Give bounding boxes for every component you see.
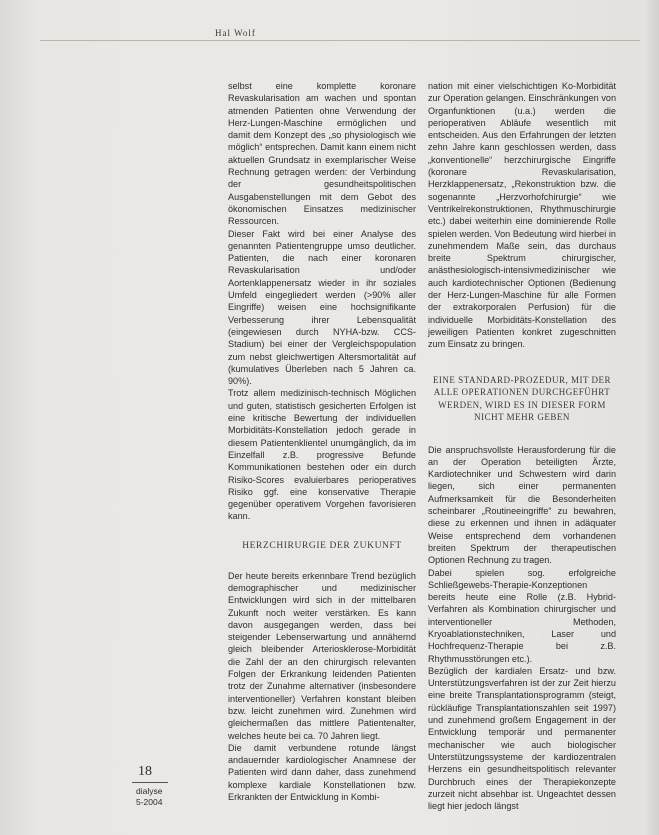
footer-issue: 5-2004 <box>136 797 163 807</box>
right-column <box>428 80 616 812</box>
footer-rule <box>132 782 168 783</box>
right-paragraph-2: Die anspruchsvollste Herausforderung für die an der Operation beteiligten Ärzte, Kardiotechniker und Schwestern wird darin liegen, sich einer permanenten Aufmerksamkeit für die Besonderheiten scheinbarer „Routineeingriffe“ zu bewahren, diese zu erkennen und ihnen in adäquater Weise entsprechend dem vorhandenen breiten Spektrum der therapeutischen Optionen Rechnung zu tragen. <box>428 444 616 566</box>
right-paragraph-1: nation mit einer vielschichtigen Ko-Morbidität zur Operation gelangen. Einschränkungen von Organfunktionen (u.a.) werden die perioperativen Abläufe wesentlich mit entscheiden. Aus den Erfahrungen der letzten zehn Jahre kann geschlossen werden, dass „konventionelle“ herzchirurgische Eingriffe (koronare Revaskularisation, Herzklappenersatz, „Rekonstruktion bzw. die sogenannte „Herzvorhofchirurgie“ wie Ventrikelrekonstruktionen, Rhythmuschirurgie etc.) dabei weiterhin eine dominierende Rolle spielen werden. Von Bedeutung wird hierbei in zunehmendem Maße sein, das durchaus breite Spektrum chirurgischer, anästhesiologisch-intensivmedizinischer wie auch kardiotechnischer Optionen (Bedienung der Herz-Lungen-Maschine für alle Formen der extrakorporalen Perfusion) für die individuelle Morbiditäts-Konstellation des jeweiligen Patienten konkret zugeschnitten zum Einsatz zu bringen. <box>428 81 616 350</box>
page-edge-shadow <box>645 0 659 835</box>
left-paragraph-4: Der heute bereits erkennbare Trend bezüglich demographischer und medizinischer Entwicklungen wird sich in der mittelbaren Zukunft noch weiter verstärken. Es kann davon ausgegangen werden, dass bei steigender Lebenserwartung und annähernd gleich bleibender Arteriosklerose-Morbidität die Zahl der an den chirurgisch relevanten Folgen der Erkrankung leidenden Patienten trotz der Zunahme alternativer (insbesondere interventioneller) Verfahren konstant bleiben bzw. leicht zunehmen wird. Zunehmen wird gleichermaßen das mittlere Patientenalter, welches heute bei ca. 70 Jahren liegt. <box>228 570 416 741</box>
header-rule <box>40 40 640 41</box>
right-paragraph-3: Dabei spielen sog. erfolgreiche Schließgewebs-Therapie-Konzeptionen bereits heute eine Rolle (z.B. Hybrid-Verfahren als Kombination chirurgischer und interventioneller Methoden, Kryoablationstechniken, Laser und Hochfrequenz-Therapie bei z.B. Rhythmusstörungen etc.). <box>428 567 616 664</box>
left-column <box>228 80 416 803</box>
left-paragraph-5: Die damit verbundene rotunde längst andauernder kardiologischer Anamnese der Patienten wird dann daher, dass zunehmend komplexe kardiale Konstellationen bzw. Erkrankten der Entwicklung in Kombi- <box>228 742 416 803</box>
left-paragraph-1: selbst eine komplette koronare Revaskularisation am wachen und spontan atmenden Patienten ohne Verwendung der Herz-Lungen-Maschine ermöglichen und damit dem Konzept des „so physiologisch wie möglich“ entsprechen. Damit kann einem nicht aktuellen Grundsatz in exemplarischer Weise Rechnung getragen werden: der Verbindung der gesundheitspolitischen Ausgabenstellungen mit dem Gebot des ökonomischen Einsatzes medizinischer Ressourcen. <box>228 81 416 227</box>
section-heading-standard-procedure: EINE STANDARD-PROZEDUR, MIT DER ALLE OPERATIONEN DURCHGEFÜHRT WERDEN, WIRD ES IN DIESER FORM NICHT MEHR GEBEN <box>432 374 612 423</box>
left-paragraph-2: Dieser Fakt wird bei einer Analyse des genannten Patientengruppe umso deutlicher. Patienten, die nach einer koronaren Revaskularisation und/oder Aortenklappenersatz wieder in ihr soziales Umfeld eingegliedert werden (>90% aller Eingriffe) weisen eine hochsignifikante Verbesserung ihrer Lebensqualität (eingewiesen durch NYHA-bzw. CCS-Stadium) bei einer der Vergleichspopulation zum nebst gleichwertigen Altersmortalität auf (kumulatives Überleben nach 5 Jahren ca. 90%). <box>228 228 416 387</box>
footer-magazine: dialyse <box>136 786 163 796</box>
running-head: Hal Wolf <box>215 28 256 38</box>
page-number: 18 <box>138 764 152 779</box>
right-paragraph-4: Bezüglich der kardialen Ersatz- und bzw. Unterstützungsverfahren ist der zur Zeit hierzu eine breite Transplantationsprogramm (steigt, rückläufige Transplantationszahlen seit 1997) und zunehmend großem Engagement in der Entwicklung temporär und permanenter mechanischer wie auch biologischer Unterstützungssysteme der kardiozentralen Herzens ein gesundheitspolitisch relevanter Durchbruch eines der Therapiekonzepte zurzeit nicht absehbar ist. Ungeachtet dessen liegt hier jedoch längst <box>428 665 616 812</box>
left-paragraph-3: Trotz allem medizinisch-technisch Möglichen und guten, statistisch gesicherten Erfolgen ist eine kritische Bewertung der individuellen Morbiditäts-Konstellation jedoch gerade in diesem Patientenklientel unumgänglich, da im Einzelfall z.B. progressive Befunde Kommunikationen bestehen oder ein durch Risiko-Scores evaluierbares perioperatives Risiko ggf. eine konservative Therapie gegenüber operativem Vorgehen favorisieren kann. <box>228 388 416 522</box>
section-heading-future: HERZCHIRURGIE DER ZUKUNFT <box>242 540 402 551</box>
